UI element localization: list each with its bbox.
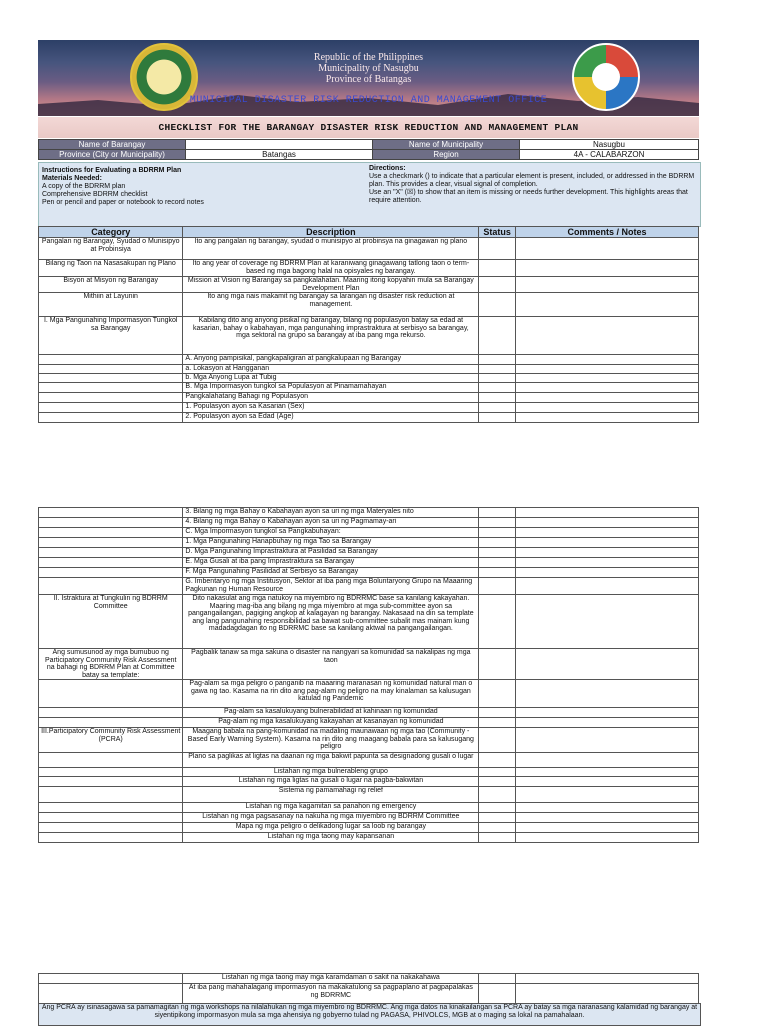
col-status: Status xyxy=(479,227,516,238)
status-cell[interactable] xyxy=(479,383,516,393)
category-cell xyxy=(39,753,183,768)
comments-cell[interactable] xyxy=(515,528,698,538)
comments-cell[interactable] xyxy=(515,568,698,578)
status-cell[interactable] xyxy=(479,595,516,649)
status-cell[interactable] xyxy=(479,803,516,813)
category-cell xyxy=(39,974,183,984)
table-row xyxy=(39,538,699,548)
material-item: A copy of the BDRRM plan xyxy=(42,183,126,190)
table-row xyxy=(39,768,699,777)
category-cell xyxy=(39,823,183,833)
table-row xyxy=(39,393,699,403)
status-cell[interactable] xyxy=(479,317,516,355)
category-cell xyxy=(39,528,183,538)
header-banner xyxy=(38,40,699,116)
status-cell[interactable] xyxy=(479,813,516,823)
description-cell: C. Mga Impormasyon tungkol sa Pangkabuhayan: xyxy=(183,528,479,538)
description-cell: Pag-alam sa mga peligro o panganib na maaaring maranasan ng komunidad natural man o gawa ng tao. Kasama na rin dito ang pag-alam ng peligro na may kinalaman sa kalusugan katulad ng Pandemic xyxy=(183,680,479,708)
material-item: Pen or pencil and paper or notebook to record notes xyxy=(42,199,204,206)
status-cell[interactable] xyxy=(479,528,516,538)
region-value[interactable]: 4A - CALABARZON xyxy=(520,150,699,160)
table-row xyxy=(39,528,699,538)
checklist-table-page-3 xyxy=(38,973,699,1004)
status-cell[interactable] xyxy=(479,365,516,374)
comments-cell[interactable] xyxy=(515,974,698,984)
page-1-rows xyxy=(39,238,699,423)
table-row xyxy=(39,374,699,383)
comments-cell[interactable] xyxy=(515,260,698,277)
comments-cell[interactable] xyxy=(515,753,698,768)
comments-cell[interactable] xyxy=(515,548,698,558)
status-cell[interactable] xyxy=(479,649,516,680)
table-row xyxy=(39,558,699,568)
status-cell[interactable] xyxy=(479,777,516,787)
description-cell: Pag-alam sa kasalukuyang bulnerabilidad at kahinaan ng komunidad xyxy=(183,708,479,718)
table-row xyxy=(39,974,699,984)
description-cell: 2. Populasyon ayon sa Edad (Age) xyxy=(183,413,479,423)
status-cell[interactable] xyxy=(479,413,516,423)
table-row xyxy=(39,568,699,578)
table-row xyxy=(39,317,699,355)
comments-cell[interactable] xyxy=(515,708,698,718)
table-row xyxy=(39,365,699,374)
header-line-1: Republic of the Philippines xyxy=(313,52,424,63)
description-cell: Mapa ng mga peligro o delikadong lugar sa loob ng barangay xyxy=(183,823,479,833)
description-cell: Dito nakasulat ang mga natukoy na miyembro ng BDRRMC base sa kanilang kakayahan. Maaring mag-iba ang bilang ng mga miyembro at mga sub-committee ayon sa pangangailangan, pagiging angkop at kalagayan ng barangay. Nakasaad na din sa template ang lang pangunahing responsibilidad sa bawat sub-committee subalit mas mainam kung madadagdagan ito ng BDRRMC base sa kanilang aktwal na pangangailangan. xyxy=(183,595,479,649)
status-cell[interactable] xyxy=(479,753,516,768)
status-cell[interactable] xyxy=(479,558,516,568)
status-cell[interactable] xyxy=(479,768,516,777)
description-cell: Sistema ng pamamahagi ng relief xyxy=(183,787,479,803)
table-row xyxy=(39,595,699,649)
category-cell: Bisyon at Misyon ng Barangay xyxy=(39,277,183,293)
instructions-title: Instructions for Evaluating a BDRRM Plan xyxy=(42,167,182,174)
table-row xyxy=(39,718,699,728)
comments-cell[interactable] xyxy=(515,238,698,260)
description-cell: E. Mga Gusali at iba pang Imprastraktura sa Barangay xyxy=(183,558,479,568)
province-value[interactable]: Batangas xyxy=(186,150,373,160)
table-row xyxy=(39,293,699,317)
description-cell: 3. Bilang ng mga Bahay o Kabahayan ayon sa uri ng mga Materyales nito xyxy=(183,508,479,518)
description-cell: Mission at Vision ng Barangay sa pangkalahatan. Maaring itong kopyahin mula sa Barangay Development Plan xyxy=(183,277,479,293)
direction-item: Use an "X" (☒) to show that an item is missing or needs further development. This highlights areas that require attention. xyxy=(369,189,688,204)
category-cell: Pangalan ng Barangay, Syudad o Munisipyo at Probinsiya xyxy=(39,238,183,260)
comments-cell[interactable] xyxy=(515,680,698,708)
description-cell: At iba pang mahahalagang impormasyon na makakatulong sa pagpaplano at pagpapalakas ng BDRRMC xyxy=(183,984,479,1004)
page-3-rows xyxy=(39,974,699,1004)
description-cell: Pagbalik tanaw sa mga sakuna o disaster na nangyari sa komunidad sa nakalipas ng mga taon xyxy=(183,649,479,680)
category-cell xyxy=(39,538,183,548)
description-cell: F. Mga Pangunahing Pasilidad at Serbisyo sa Barangay xyxy=(183,568,479,578)
status-cell[interactable] xyxy=(479,238,516,260)
status-cell[interactable] xyxy=(479,260,516,277)
pcra-footer-note: Ang PCRA ay isinasagawa sa pamamagitan ng mga workshops na nilalahukan ng mga miyembro ng BDRRMC. Ang mga datos na kinakailangan sa PCRA ay batay sa mga naranasang kalamidad ng barangay at siyentipikong impormasyon mula sa mga ahensiya ng gobyerno tulad ng PAGASA, PHIVOLCS, MGB at o maging sa lokal na pamahalaan. xyxy=(38,1003,701,1026)
materials-label: Materials Needed: xyxy=(42,175,102,182)
status-cell[interactable] xyxy=(479,293,516,317)
category-cell xyxy=(39,383,183,393)
province-label: Province (City or Municipality) xyxy=(39,150,186,160)
status-cell[interactable] xyxy=(479,984,516,1004)
region-label: Region xyxy=(373,150,520,160)
status-cell[interactable] xyxy=(479,974,516,984)
status-cell[interactable] xyxy=(479,728,516,753)
comments-cell[interactable] xyxy=(515,813,698,823)
category-cell: I. Mga Pangunahing Impormasyon Tungkol sa Barangay xyxy=(39,317,183,355)
status-cell[interactable] xyxy=(479,787,516,803)
status-cell[interactable] xyxy=(479,833,516,843)
category-cell xyxy=(39,984,183,1004)
description-cell: A. Anyong pampisikal, pangkapaligiran at pangkalupaan ng Barangay xyxy=(183,355,479,365)
table-row xyxy=(39,508,699,518)
description-cell: Listahan ng mga pagsasanay na nakuha ng mga miyembro ng BDRRM Committee xyxy=(183,813,479,823)
table-row xyxy=(39,823,699,833)
table-row xyxy=(39,787,699,803)
description-cell: Plano sa paglikas at ligtas na daanan ng mga bakwit papunta sa designadong gusali o lugar xyxy=(183,753,479,768)
table-row xyxy=(39,984,699,1004)
barangay-label: Name of Barangay xyxy=(39,140,186,150)
table-row xyxy=(39,413,699,423)
category-cell xyxy=(39,787,183,803)
description-cell: B. Mga Impormasyon tungkol sa Populasyon at Pinamamahayan xyxy=(183,383,479,393)
barangay-value[interactable] xyxy=(186,140,373,150)
status-cell[interactable] xyxy=(479,548,516,558)
category-cell xyxy=(39,680,183,708)
comments-cell[interactable] xyxy=(515,317,698,355)
table-row xyxy=(39,708,699,718)
comments-cell[interactable] xyxy=(515,595,698,649)
status-cell[interactable] xyxy=(479,374,516,383)
status-cell[interactable] xyxy=(479,718,516,728)
description-cell: 1. Mga Pangunahing Hanapbuhay ng mga Tao sa Barangay xyxy=(183,538,479,548)
status-cell[interactable] xyxy=(479,578,516,595)
table-row xyxy=(39,578,699,595)
header-line-3: Province of Batangas xyxy=(325,74,412,85)
category-cell: Ang sumusunod ay mga bumubuo ng Participatory Community Risk Assessment na bahagi ng BDRRM Plan at Committee batay sa template: xyxy=(39,649,183,680)
comments-cell[interactable] xyxy=(515,355,698,365)
category-cell xyxy=(39,708,183,718)
comments-cell[interactable] xyxy=(515,393,698,403)
col-category: Category xyxy=(39,227,183,238)
category-cell xyxy=(39,777,183,787)
description-cell: Listahan ng mga taong may kapansanan xyxy=(183,833,479,843)
category-cell: III.Participatory Community Risk Assessment (PCRA) xyxy=(39,728,183,753)
category-cell xyxy=(39,355,183,365)
material-item: Comprehensive BDRRM checklist xyxy=(42,191,148,198)
description-cell: 4. Bilang ng mga Bahay o Kabahayan ayon sa uri ng Pagmamay-ari xyxy=(183,518,479,528)
description-cell: Maagang babala na pang-komunidad na madaling maunawaan ng mga tao (Community -Based Early Warning System). Kasama na rin dito ang maagang babala para sa kalusugang peligro xyxy=(183,728,479,753)
comments-cell[interactable] xyxy=(515,508,698,518)
category-cell xyxy=(39,374,183,383)
checklist-table-page-2 xyxy=(38,507,699,843)
table-row xyxy=(39,403,699,413)
checklist-table-page-1 xyxy=(38,226,699,423)
table-row xyxy=(39,649,699,680)
comments-cell[interactable] xyxy=(515,823,698,833)
category-cell xyxy=(39,833,183,843)
table-row xyxy=(39,728,699,753)
comments-cell[interactable] xyxy=(515,718,698,728)
status-cell[interactable] xyxy=(479,680,516,708)
status-cell[interactable] xyxy=(479,393,516,403)
status-cell[interactable] xyxy=(479,568,516,578)
category-cell xyxy=(39,403,183,413)
category-cell xyxy=(39,568,183,578)
comments-cell[interactable] xyxy=(515,833,698,843)
directions-title: Directions: xyxy=(369,165,406,172)
description-cell: b. Mga Anyong Lupa at Tubig xyxy=(183,374,479,383)
table-row xyxy=(39,753,699,768)
description-cell: Listahan ng mga bulnerableng grupo xyxy=(183,768,479,777)
category-cell xyxy=(39,508,183,518)
direction-item: Use a checkmark () to indicate that a particular element is present, included, or addressed in the BDRRM plan. This provides a clear, visual signal of completion. xyxy=(369,173,695,188)
category-cell xyxy=(39,803,183,813)
description-cell: Listahan ng mga ligtas na gusali o lugar na pagba-bakwitan xyxy=(183,777,479,787)
status-cell[interactable] xyxy=(479,823,516,833)
description-cell: a. Lokasyon at Hangganan xyxy=(183,365,479,374)
comments-cell[interactable] xyxy=(515,374,698,383)
table-row xyxy=(39,383,699,393)
table-row xyxy=(39,548,699,558)
status-cell[interactable] xyxy=(479,538,516,548)
category-cell xyxy=(39,768,183,777)
header-line-2: Municipality of Nasugbu xyxy=(318,63,419,74)
description-cell: Kabilang dito ang anyong pisikal ng barangay, bilang ng populasyon batay sa edad at kasarian, bahay o kabahayan, mga pangunahing imprastraktura at serbisyo sa barangay, mga sektoral na grupo sa barangay at iba pang mga rekurso. xyxy=(183,317,479,355)
status-cell[interactable] xyxy=(479,508,516,518)
category-cell xyxy=(39,813,183,823)
comments-cell[interactable] xyxy=(515,558,698,568)
category-cell xyxy=(39,558,183,568)
status-cell[interactable] xyxy=(479,708,516,718)
status-cell[interactable] xyxy=(479,355,516,365)
table-row xyxy=(39,777,699,787)
status-cell[interactable] xyxy=(479,518,516,528)
description-cell: Ito ang mga nais makamit ng barangay sa larangan ng disaster risk reduction at management. xyxy=(183,293,479,317)
table-row xyxy=(39,355,699,365)
table-row xyxy=(39,238,699,260)
comments-cell[interactable] xyxy=(515,768,698,777)
description-cell: D. Mga Pangunahing Imprastraktura at Pasilidad sa Barangay xyxy=(183,548,479,558)
comments-cell[interactable] xyxy=(515,578,698,595)
table-row xyxy=(39,803,699,813)
comments-cell[interactable] xyxy=(515,777,698,787)
document-title: CHECKLIST FOR THE BARANGAY DISASTER RISK REDUCTION AND MANAGEMENT PLAN xyxy=(38,117,699,138)
comments-cell[interactable] xyxy=(515,277,698,293)
comments-cell[interactable] xyxy=(515,293,698,317)
comments-cell[interactable] xyxy=(515,413,698,423)
table-row xyxy=(39,813,699,823)
category-cell: Bilang ng Taon na Nasasakupan ng Plano xyxy=(39,260,183,277)
table-row xyxy=(39,518,699,528)
description-cell: Pag-alam ng mga kasalukuyang kakayahan at kasanayan ng komunidad xyxy=(183,718,479,728)
col-comments: Comments / Notes xyxy=(515,227,698,238)
status-cell[interactable] xyxy=(479,277,516,293)
table-row xyxy=(39,260,699,277)
description-cell: Listahan ng mga kagamitan sa panahon ng emergency xyxy=(183,803,479,813)
table-row xyxy=(39,833,699,843)
table-row xyxy=(39,680,699,708)
municipality-label: Name of Municipality xyxy=(373,140,520,150)
category-cell xyxy=(39,413,183,423)
info-table xyxy=(38,139,699,160)
comments-cell[interactable] xyxy=(515,383,698,393)
category-cell: Mithiin at Layunin xyxy=(39,293,183,317)
description-cell: 1. Populasyon ayon sa Kasarian (Sex) xyxy=(183,403,479,413)
comments-cell[interactable] xyxy=(515,365,698,374)
comments-cell[interactable] xyxy=(515,984,698,1004)
description-cell: Listahan ng mga taong may mga karamdaman o sakit na nakakahawa xyxy=(183,974,479,984)
description-cell: G. Imbentaryo ng mga Institusyon, Sektor at iba pang mga Boluntaryong Grupo na Maaaring Pagkunan ng Human Resource xyxy=(183,578,479,595)
category-cell xyxy=(39,718,183,728)
category-cell xyxy=(39,548,183,558)
category-cell xyxy=(39,578,183,595)
status-cell[interactable] xyxy=(479,403,516,413)
description-cell: Ito ang year of coverage ng BDRRM Plan at karaniwang ginagawang tatlong taon o term-based ng mga bagong halal na opisyales ng barangay. xyxy=(183,260,479,277)
page-2-rows xyxy=(39,508,699,843)
instructions-box xyxy=(38,162,701,227)
col-description: Description xyxy=(183,227,479,238)
table-row xyxy=(39,277,699,293)
description-cell: Ito ang pangalan ng barangay, syudad o munisipyo at probinsya na ginagawan ng plano xyxy=(183,238,479,260)
description-cell: Pangkalahatang Bahagi ng Populasyon xyxy=(183,393,479,403)
municipality-value[interactable]: Nasugbu xyxy=(520,140,699,150)
comments-cell[interactable] xyxy=(515,403,698,413)
category-cell xyxy=(39,393,183,403)
comments-cell[interactable] xyxy=(515,787,698,803)
comments-cell[interactable] xyxy=(515,518,698,528)
category-cell: II. Istraktura at Tungkulin ng BDRRM Committee xyxy=(39,595,183,649)
comments-cell[interactable] xyxy=(515,728,698,753)
comments-cell[interactable] xyxy=(515,803,698,813)
category-cell xyxy=(39,518,183,528)
category-cell xyxy=(39,365,183,374)
office-name: MUNICIPAL DISASTER RISK REDUCTION AND MANAGEMENT OFFICE xyxy=(189,95,548,106)
comments-cell[interactable] xyxy=(515,649,698,680)
comments-cell[interactable] xyxy=(515,538,698,548)
